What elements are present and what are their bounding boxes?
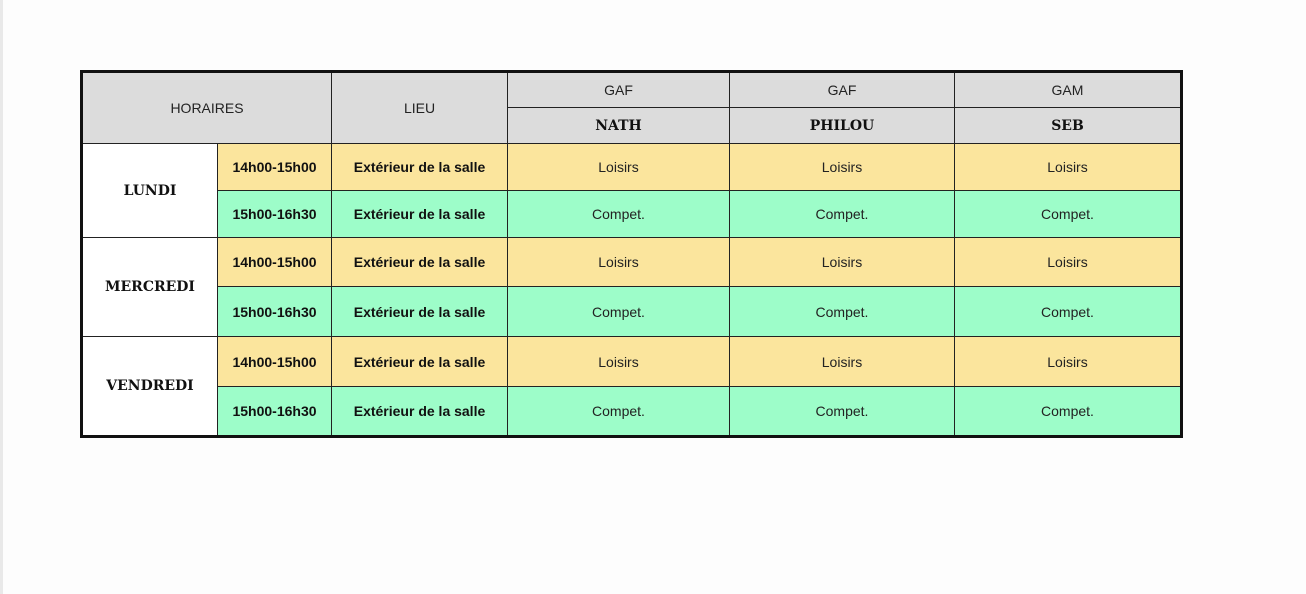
- activity-cell: Loisirs: [730, 337, 955, 387]
- schedule-table: [80, 70, 1183, 438]
- place-cell: Extérieur de la salle: [332, 144, 508, 191]
- place-cell: Extérieur de la salle: [332, 238, 508, 287]
- activity-cell: Compet.: [508, 191, 730, 238]
- header-group-philou: GAF: [730, 72, 955, 108]
- table-row: [82, 144, 1182, 191]
- place-cell: Extérieur de la salle: [332, 191, 508, 238]
- day-label-vendredi: VENDREDI: [82, 337, 218, 437]
- activity-cell: Loisirs: [730, 144, 955, 191]
- header-name-philou: PHILOU: [730, 108, 955, 144]
- header-horaires: HORAIRES: [82, 72, 332, 144]
- header-lieu: LIEU: [332, 72, 508, 144]
- activity-cell: Compet.: [955, 287, 1182, 337]
- header-name-nath: NATH: [508, 108, 730, 144]
- time-cell: 14h00-15h00: [218, 337, 332, 387]
- activity-cell: Compet.: [730, 191, 955, 238]
- table-row: [82, 337, 1182, 387]
- table-row: [82, 238, 1182, 287]
- place-cell: Extérieur de la salle: [332, 387, 508, 437]
- time-cell: 14h00-15h00: [218, 238, 332, 287]
- activity-cell: Loisirs: [508, 337, 730, 387]
- activity-cell: Loisirs: [508, 144, 730, 191]
- time-cell: 15h00-16h30: [218, 387, 332, 437]
- time-cell: 15h00-16h30: [218, 287, 332, 337]
- activity-cell: Loisirs: [955, 144, 1182, 191]
- place-cell: Extérieur de la salle: [332, 287, 508, 337]
- table-row: [82, 387, 1182, 437]
- activity-cell: Compet.: [955, 387, 1182, 437]
- table-row: [82, 191, 1182, 238]
- day-label-mercredi: MERCREDI: [82, 238, 218, 337]
- time-cell: 14h00-15h00: [218, 144, 332, 191]
- header-name-seb: SEB: [955, 108, 1182, 144]
- activity-cell: Loisirs: [955, 238, 1182, 287]
- time-cell: 15h00-16h30: [218, 191, 332, 238]
- activity-cell: Compet.: [730, 387, 955, 437]
- activity-cell: Compet.: [508, 387, 730, 437]
- header-group-nath: GAF: [508, 72, 730, 108]
- place-cell: Extérieur de la salle: [332, 337, 508, 387]
- activity-cell: Compet.: [955, 191, 1182, 238]
- activity-cell: Loisirs: [955, 337, 1182, 387]
- table-row: [82, 287, 1182, 337]
- header-group-seb: GAM: [955, 72, 1182, 108]
- activity-cell: Loisirs: [508, 238, 730, 287]
- activity-cell: Compet.: [508, 287, 730, 337]
- page-edge: [0, 0, 3, 594]
- day-label-lundi: LUNDI: [82, 144, 218, 238]
- activity-cell: Compet.: [730, 287, 955, 337]
- activity-cell: Loisirs: [730, 238, 955, 287]
